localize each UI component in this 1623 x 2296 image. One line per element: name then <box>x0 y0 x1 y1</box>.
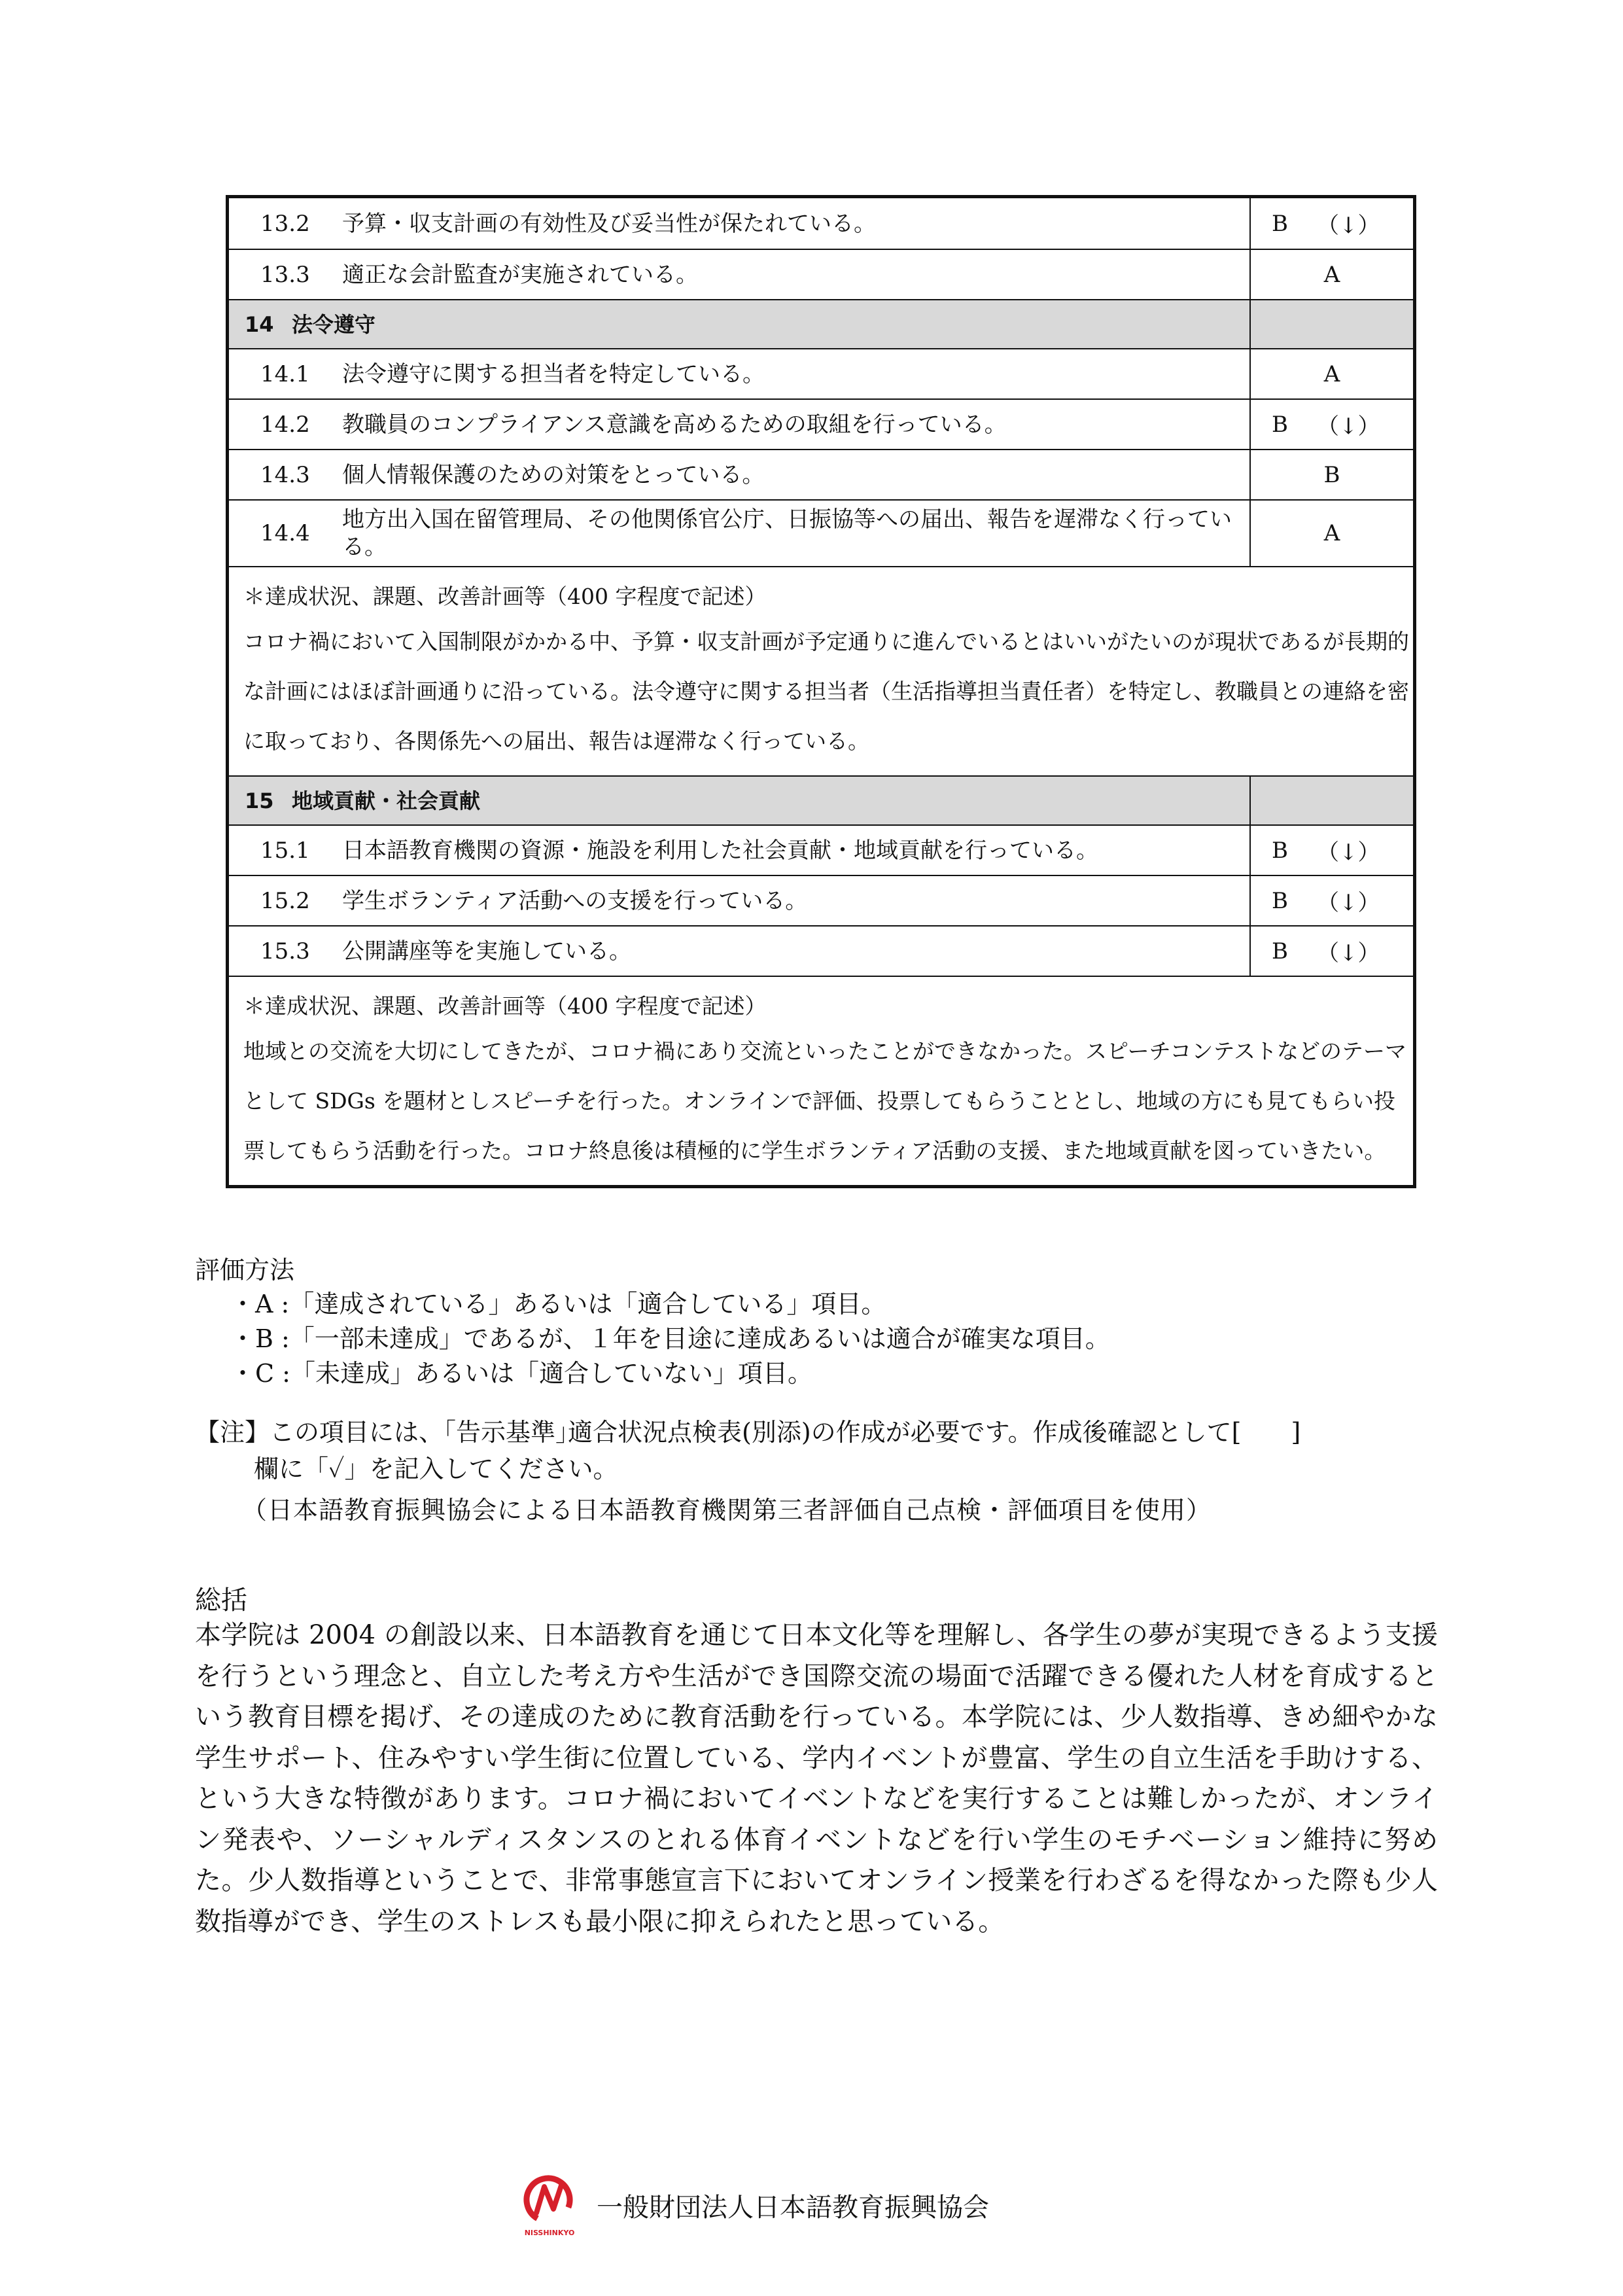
rating-grade: A <box>1323 261 1340 288</box>
rating-grade: B <box>1272 837 1288 864</box>
notes-row <box>229 566 1413 775</box>
item-text: 個人情報保護のための対策をとっている。 <box>342 461 765 488</box>
legend-item-c: ・C :「未達成」あるいは「適合していない」項目。 <box>230 1359 812 1388</box>
table-row <box>229 499 1413 566</box>
rating-cell <box>1249 501 1413 566</box>
rating-cell <box>1249 400 1413 449</box>
legend-title: 評価方法 <box>195 1256 295 1284</box>
section-header-14 <box>229 299 1413 348</box>
rating-grade: B <box>1272 938 1288 964</box>
item-number: 13.3 <box>260 261 310 288</box>
table-row <box>229 925 1413 976</box>
summary-body: 本学院は 2004 の創設以来、日本語教育を通じて日本文化等を理解し、各学生の夢が実現できるよう支援を行うという理念と、自立した考え方や生活ができ国際交流の場面で活躍できる優れた人材を育成するという教育目標を掲げ、その達成のために教育活動を行っている。本学院には、少人数指導、きめ細やかな学生サポート、住みやすい学生街に位置している、学内イベントが豊富、学生の自立生活を手助けする、という大きな特徴があります。コロナ禍においてイベントなどを実行することは難しかったが、オンライン発表や、ソーシャルディスタンスのとれる体育イベントなどを行い学生のモチベーション維持に努めた。少人数指導ということで、非常事態宣言下においてオンライン授業を行わざるを得なかった際も少人数指導ができ、学生のストレスも最小限に抑えられたと思っている。 <box>195 1620 1438 1937</box>
item-number: 15.1 <box>260 837 310 864</box>
notes-heading: ＊達成状況、課題、改善計画等（400 字程度で記述） <box>243 993 767 1019</box>
legend-item-b: ・B :「一部未達成」であるが、１年を目途に達成あるいは適合が確実な項目。 <box>230 1324 1110 1353</box>
rating-cell <box>1249 349 1413 398</box>
rating-trend: （↓） <box>1317 414 1380 440</box>
table-row <box>229 449 1413 499</box>
item-number: 14.4 <box>260 520 310 546</box>
section-number: 14 <box>245 311 274 337</box>
section-title: 法令遵守 <box>292 311 376 337</box>
source-note: （日本語教育振興協会による日本語教育機関第三者評価自己点検・評価項目を使用） <box>242 1496 1212 1525</box>
item-number: 13.2 <box>260 210 310 237</box>
rating-cell <box>1249 826 1413 875</box>
rating-grade: B <box>1272 210 1288 237</box>
table-row <box>229 249 1413 299</box>
rating-cell <box>1249 250 1413 299</box>
table-row <box>229 875 1413 925</box>
table-row <box>229 824 1413 875</box>
rating-trend: （↓） <box>1317 839 1380 866</box>
caution-note: 【注】この項目には、｢告示基準｣適合状況点検表(別添)の作成が必要です。作成後確認として[ ] <box>195 1418 1301 1447</box>
rating-trend: （↓） <box>1317 940 1380 966</box>
rating-grade: B <box>1323 461 1340 488</box>
item-text: 学生ボランティア活動への支援を行っている。 <box>342 887 808 914</box>
item-number: 15.2 <box>260 887 310 914</box>
rating-grade: B <box>1272 887 1288 914</box>
notes-heading: ＊達成状況、課題、改善計画等（400 字程度で記述） <box>243 584 767 609</box>
item-text: 適正な会計監査が実施されている。 <box>342 261 698 288</box>
evaluation-table <box>226 195 1416 1188</box>
rating-grade: B <box>1272 411 1288 438</box>
caution-note-continued: 欄に「✓」を記入してください。 <box>254 1455 618 1483</box>
rating-cell <box>1249 927 1413 976</box>
footer <box>517 2172 989 2238</box>
item-text: 日本語教育機関の資源・施設を利用した社会貢献・地域貢献を行っている。 <box>342 837 1098 864</box>
rating-cell <box>1249 876 1413 925</box>
section-number: 15 <box>245 788 274 813</box>
notes-block <box>229 977 1413 1185</box>
item-number: 14.2 <box>260 411 310 438</box>
notes-body: コロナ禍において入国制限がかかる中、予算・収支計画が予定通りに進んでいるとはいいがたいのが現状であるが長期的な計画にはほぼ計画通りに沿っている。法令遵守に関する担当者（生活指導担当責任者）を特定し、教職員との連絡を密に取っており、各関係先への届出、報告は遅滞なく行っている。 <box>243 629 1409 754</box>
section-title: 地域貢献・社会貢献 <box>292 788 481 813</box>
item-text: 公開講座等を実施している。 <box>342 938 631 964</box>
item-number: 15.3 <box>260 938 310 964</box>
rating-cell <box>1249 198 1413 249</box>
item-text: 地方出入国在留管理局、その他関係官公庁、日振協等への届出、報告を遅滞なく行っている。 <box>342 506 1232 560</box>
item-number: 14.1 <box>260 361 310 387</box>
rating-grade: A <box>1323 361 1340 387</box>
rating-grade: A <box>1323 520 1340 546</box>
notes-row <box>229 976 1413 1185</box>
organization-name: 一般財団法人日本語教育振興協会 <box>597 2192 989 2223</box>
svg-text:NISSHINKYO: NISSHINKYO <box>524 2229 575 2237</box>
item-text: 教職員のコンプライアンス意識を高めるための取組を行っている。 <box>342 411 1007 438</box>
rating-trend: （↓） <box>1317 890 1380 916</box>
table-row <box>229 198 1413 249</box>
rating-trend: （↓） <box>1317 213 1380 239</box>
table-row <box>229 348 1413 398</box>
item-text: 予算・収支計画の有効性及び妥当性が保たれている。 <box>342 210 876 237</box>
nisshinkyo-logo-icon <box>517 2172 582 2238</box>
table-row <box>229 398 1413 449</box>
notes-body: 地域との交流を大切にしてきたが、コロナ禍にあり交流といったことができなかった。スピーチコンテストなどのテーマとして SDGs を題材としスピーチを行った。オンラインで評価、投票してもらうこととし、地域の方にも見てもらい投票してもらう活動を行った。コロナ終息後は積極的に学生ボランティア活動の支援、また地域貢献を図っていきたい。 <box>243 1038 1407 1163</box>
legend-item-a: ・A :「達成されている」あるいは「適合している」項目。 <box>230 1290 886 1318</box>
rating-cell <box>1249 450 1413 499</box>
notes-block <box>229 567 1413 775</box>
item-text: 法令遵守に関する担当者を特定している。 <box>342 361 765 387</box>
summary-title: 総括 <box>195 1585 247 1616</box>
item-number: 14.3 <box>260 461 310 488</box>
section-header-15 <box>229 775 1413 824</box>
